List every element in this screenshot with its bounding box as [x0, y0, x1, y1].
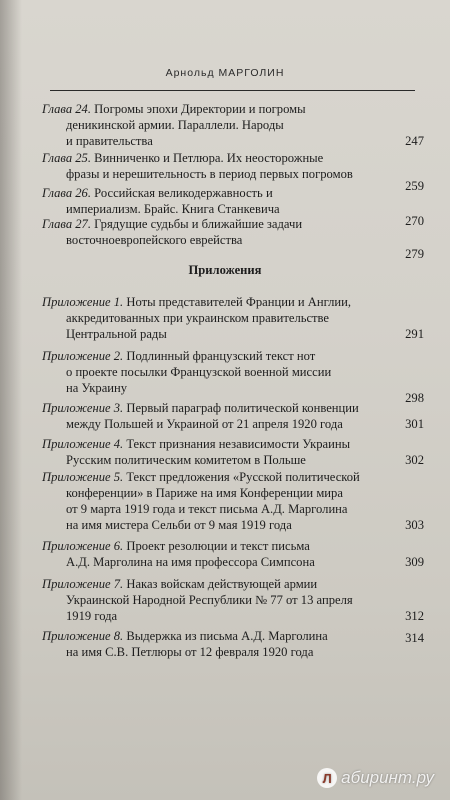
entry-title-line: конференции» в Париже на имя Конференции мира	[66, 486, 343, 500]
entry-title-line: Первый параграф политической конвенции	[126, 401, 359, 415]
header-rule	[50, 90, 415, 91]
entry-title-line: империализм. Брайс. Книга Станкевича	[66, 202, 280, 216]
page-number: 247	[405, 134, 424, 148]
page-number: 302	[405, 453, 424, 467]
entry-title-line: Выдержка из письма А.Д. Марголина	[126, 629, 328, 643]
toc-entry-appendix-6	[42, 538, 424, 570]
entry-title-line: Украинской Народной Республики № 77 от 13 апреля	[66, 593, 353, 607]
entry-title-line: о проекте посылки Французской военной миссии	[66, 365, 332, 379]
entry-title-line: Текст признания независимости Украины	[126, 437, 351, 451]
entry-title-line: Центральной рады	[66, 327, 167, 341]
entry-title-line: на Украину	[66, 381, 128, 395]
entry-title-line: Ноты представителей Франции и Англии,	[126, 295, 352, 309]
entry-title-line: между Польшей и Украиной от 21 апреля 1920 года	[66, 417, 343, 431]
entry-title-line: на имя С.В. Петлюры от 12 февраля 1920 года	[66, 645, 314, 659]
entry-title-line: Винниченко и Петлюра. Их неосторожные	[94, 151, 324, 165]
page-number: 303	[405, 518, 424, 532]
entry-title-line: и правительства	[66, 134, 153, 148]
page-edge-shadow	[0, 0, 22, 800]
entry-label: Приложение 3.	[42, 401, 124, 415]
toc-entry-appendix-8	[42, 628, 424, 660]
toc-entry-chapter-24	[42, 101, 424, 149]
entry-label: Глава 25.	[42, 151, 92, 165]
entry-label: Приложение 1.	[42, 295, 124, 309]
entry-label: Глава 24.	[42, 102, 92, 116]
page-number: 270	[405, 214, 424, 228]
toc-entry-appendix-3	[42, 400, 424, 432]
entry-label: Глава 27.	[42, 217, 92, 231]
entry-title-line: Проект резолюции и текст письма	[126, 539, 310, 553]
entry-title-line: на имя мистера Сельби от 9 мая 1919 года	[66, 518, 292, 532]
labirint-watermark	[317, 768, 434, 788]
entry-title-line: Грядущие судьбы и ближайшие задачи	[94, 217, 303, 231]
entry-title-line: Текст предложения «Русской политической	[126, 470, 360, 484]
toc-entry-chapter-27	[42, 216, 424, 261]
entry-title-line: Российская великодержавность и	[94, 186, 273, 200]
section-title: Приложения	[188, 263, 262, 277]
entry-title-line: от 9 марта 1919 года и текст письма А.Д. Марголина	[66, 502, 348, 516]
entry-title-line: аккредитованных при украинском правительстве	[66, 311, 330, 325]
entry-title-line: А.Д. Марголина на имя профессора Симпсона	[66, 555, 315, 569]
toc-entry-appendix-7	[42, 576, 424, 624]
entry-title-line: Наказ войскам действующей армии	[126, 577, 318, 591]
entry-title-line: фразы и нерешительность в период первых погромов	[66, 167, 353, 181]
page-number: 298	[405, 391, 424, 405]
entry-title-line: Подлинный французский текст нот	[126, 349, 316, 363]
toc-entry-appendix-4	[42, 436, 424, 468]
running-head: Арнольд МАРГОЛИН	[165, 67, 285, 79]
page-number: 279	[405, 247, 424, 261]
entry-label: Приложение 5.	[42, 470, 124, 484]
watermark-text: абиринт.ру	[341, 768, 434, 787]
entry-label: Приложение 6.	[42, 539, 124, 553]
entry-label: Приложение 8.	[42, 629, 124, 643]
toc-entry-appendix-5	[42, 469, 424, 533]
page-number: 259	[405, 179, 424, 193]
entry-label: Приложение 7.	[42, 577, 124, 591]
entry-title-line: Русским политическим комитетом в Польше	[66, 453, 306, 467]
page-number: 312	[405, 609, 424, 623]
entry-label: Глава 26.	[42, 186, 92, 200]
page-number: 314	[405, 631, 424, 645]
page-number: 291	[405, 327, 424, 341]
entry-label: Приложение 2.	[42, 349, 124, 363]
entry-title-line: деникинской армии. Параллели. Народы	[66, 118, 284, 132]
toc-entry-appendix-1	[42, 294, 424, 342]
toc-entry-appendix-2	[42, 348, 424, 405]
entry-title-line: 1919 года	[66, 609, 118, 623]
page-number: 301	[405, 417, 424, 431]
entry-title-line: Погромы эпохи Директории и погромы	[94, 102, 306, 116]
page-number: 309	[405, 555, 424, 569]
entry-label: Приложение 4.	[42, 437, 124, 451]
labirint-logo-icon: Л	[317, 768, 337, 788]
entry-title-line: восточноевропейского еврейства	[66, 233, 243, 247]
